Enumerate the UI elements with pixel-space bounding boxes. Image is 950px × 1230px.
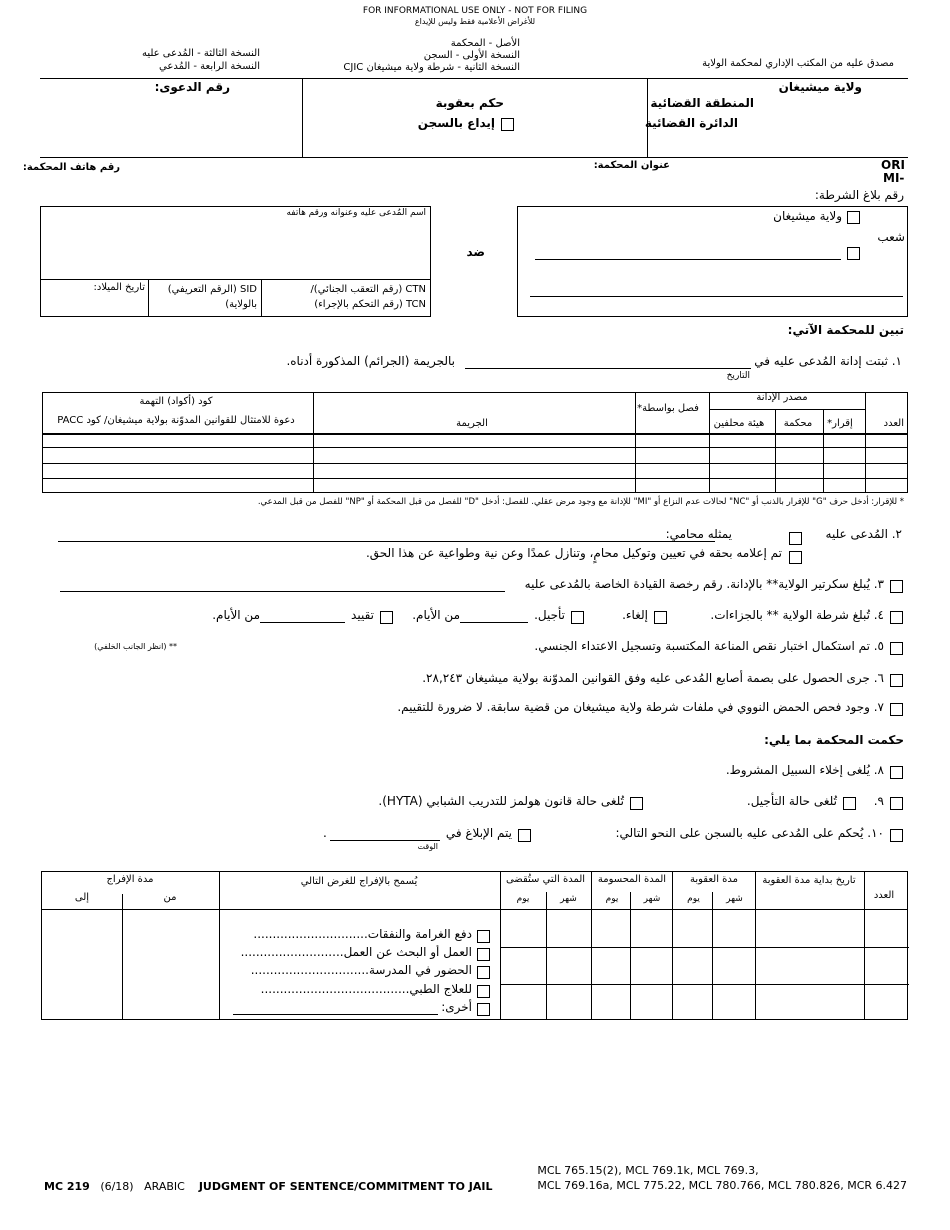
mcl-line-2: MCL 769.16a, MCL 775.22, MCL 780.766, MCL 780.826, MCR 6.427 [537, 1179, 907, 1192]
suspension-label: تأجيل. [534, 608, 565, 622]
form-revision: (6/18) [100, 1180, 134, 1193]
item5-checkbox[interactable] [890, 642, 903, 655]
restriction-days-label: من الأيام. [212, 608, 260, 622]
date-caption: التاريخ [726, 371, 750, 381]
restriction-label: تقييد [351, 608, 374, 622]
suspended-header: المدة التي ستُقضى [505, 874, 586, 885]
suspension-days-line[interactable] [460, 622, 528, 623]
form-number: MC 219 [44, 1180, 90, 1193]
start-date-header: تاريخ بداية مدة العقوبة [762, 875, 856, 886]
copy-first: النسخة الأولى - السجن [423, 50, 520, 61]
sid-label: SID (الرقم التعريفي) بالولاية) [167, 284, 257, 310]
term-header: مدة العقوبة [689, 874, 739, 885]
mcl-line-1: MCL 765.15(2), MCL 769.1k, MCL 769.3, [537, 1164, 759, 1177]
restriction-days-line[interactable] [260, 622, 345, 623]
item8-checkbox[interactable] [890, 766, 903, 779]
ori-label: ORI [881, 158, 905, 172]
suspended-month-header: شهر [560, 894, 577, 904]
plaintiff-line-2[interactable] [530, 296, 903, 297]
item7-text: ٧. وجود فحص الحمض النووي في ملفات شرطة ولاية ميشيغان من قضية سابقة. لا ضرورة للتقييم. [397, 700, 884, 714]
ctn-tcn-label [261, 282, 426, 312]
purpose-other-line[interactable] [233, 1014, 438, 1015]
court-phone-label: رقم هاتف المحكمة: [22, 162, 120, 173]
purpose-school-checkbox[interactable] [477, 966, 490, 979]
judicial-circuit-label: الدائرة القضائية [644, 116, 738, 130]
people-state-checkbox[interactable] [847, 211, 860, 224]
case-number-label: رقم الدعوى: [154, 80, 230, 94]
release-allowed-header: يُسمح بالإفراج للغرض التالي [300, 876, 418, 887]
drivers-license-line[interactable] [60, 591, 505, 592]
item4-text: ٤. تُبلغ شرطة الولاية ** بالجزاءات. [710, 608, 884, 622]
item10-text: ١٠. يُحكم على المُدعى عليه بالسجن على النحو التالي: [615, 826, 884, 840]
approval-note: مصدق عليه من المكتب الإداري لمحكمة الولاية [702, 58, 894, 69]
item1-text-end: بالجريمة (الجرائم) المذكورة أدناه. [286, 354, 455, 368]
delay-revoked-checkbox[interactable] [843, 797, 856, 810]
plea-header: إقرار* [827, 418, 853, 429]
purpose-other-checkbox[interactable] [477, 1003, 490, 1016]
form-title: حكم بعقوبة [435, 96, 504, 110]
form-footer [44, 1180, 492, 1193]
attorney-line[interactable] [58, 541, 715, 542]
copy-fourth: النسخة الرابعة - المُدعي [159, 61, 260, 72]
purpose-work-label: العمل أو البحث عن العمل........................... [240, 945, 472, 959]
purpose-other-label: أخرى: [441, 1000, 472, 1014]
report-label: يتم الإبلاغ في [445, 826, 512, 840]
suspension-checkbox[interactable] [571, 611, 584, 624]
purpose-fine-checkbox[interactable] [477, 930, 490, 943]
conviction-footnote: * للإقرار: أدخل حرف "G" للإقرار بالذنب أو "NC" لحالات عدم النزاع أو "MI" للإدانة مع وجود مرض عقلي. للفصل: أدخل "D" للفصل من قبل المحكمة أو "NP" للفصل من قبل المدعي. [257, 497, 904, 507]
pacc-header: دعوة للامتثال للقوانين المدوّنة بولاية ميشيغان/ كود PACC [57, 415, 295, 426]
form-language: ARABIC [144, 1180, 185, 1193]
police-report-label: رقم بلاغ الشرطة: [814, 188, 904, 202]
item9-number: ٩. [873, 794, 884, 808]
purpose-work-checkbox[interactable] [477, 948, 490, 961]
item1-text: ١. ثبتت إدانة المُدعى عليه في [754, 354, 902, 368]
mcl-references [537, 1164, 907, 1192]
item4-checkbox[interactable] [890, 611, 903, 624]
copy-original: الأصل - المحكمة [450, 38, 520, 49]
judicial-district-label: المنطقة القضائية [650, 96, 754, 110]
waived-attorney-text: تم إعلامه بحقه في تعيين وتوكيل محامٍ، وتنازل عمدًا وعن نية وطواعية عن هذا الحق. [365, 546, 782, 560]
hyta-revoked-label: تُلغى حالة قانون هولمز للتدريب الشبابي (HYTA). [378, 794, 624, 808]
credit-header: المدة المحسومة [597, 874, 667, 885]
represented-checkbox[interactable] [789, 532, 802, 545]
see-back-note: ** (انظر الجانب الخلفي) [94, 642, 177, 651]
item6-checkbox[interactable] [890, 674, 903, 687]
item3-text: ٣. يُبلغ سكرتير الولاية** بالإدانة. رقم رخصة القيادة الخاصة بالمُدعى عليه [524, 577, 884, 591]
release-period-header: مدة الإفراج [106, 874, 154, 885]
report-time-line[interactable] [330, 840, 440, 841]
state-of-michigan-option: ولاية ميشيغان [773, 209, 842, 223]
suspension-days-label: من الأيام. [412, 608, 460, 622]
item2-text: ٢. المُدعى عليه [825, 527, 902, 541]
conviction-source-header: مصدر الإدانة [756, 392, 808, 403]
purpose-fine-label: دفع الغرامة والنفقات.............................. [253, 927, 472, 941]
release-to-header: إلى [74, 892, 90, 903]
commitment-checkbox[interactable] [501, 118, 514, 131]
suspended-day-header: يوم [516, 894, 530, 904]
orders-heading: حكمت المحكمة بما يلي: [764, 733, 904, 747]
sentence-count-header: العدد [873, 890, 895, 901]
informational-notice-arabic: للأغراض الأعلامية فقط وليس للإيداع [414, 17, 536, 26]
report-checkbox[interactable] [518, 829, 531, 842]
term-month-header: شهر [726, 894, 743, 904]
term-day-header: يوم [687, 894, 700, 904]
tcn-label: TCN (رقم التحكم بالإجراء) [314, 299, 426, 310]
purpose-school-label: الحضور في المدرسة............................... [250, 963, 472, 977]
purpose-medical-checkbox[interactable] [477, 985, 490, 998]
court-address-label: عنوان المحكمة: [593, 160, 670, 171]
crime-header: الجريمة [456, 418, 488, 429]
release-from-header: من [163, 892, 177, 903]
attorney-label: يمثله محامي: [665, 527, 732, 541]
commitment-label: إيداع بالسجن [417, 116, 495, 130]
conviction-table [42, 392, 908, 493]
item10-checkbox[interactable] [890, 829, 903, 842]
count-header: العدد [883, 418, 904, 429]
charge-code-header: كود (أكواد) التهمة [139, 396, 213, 407]
ctn-label: CTN (رقم التعقب الجنائي)/ [310, 284, 426, 295]
item6-text: ٦. جرى الحصول على بصمة أصابع المُدعى عليه وفق القوانين المدوّنة بولاية ميشيغان ٢٨,٢٤٣. [422, 671, 884, 685]
revocation-label: إلغاء. [622, 608, 648, 622]
report-period: . [323, 826, 327, 840]
restriction-checkbox[interactable] [380, 611, 393, 624]
item8-text: ٨. يُلغى إخلاء السبيل المشروط. [725, 763, 884, 777]
dismissed-header: فصل بواسطة* [637, 403, 699, 414]
copy-second: النسخة الثانية - شرطة ولاية ميشيغان CJIC [343, 62, 520, 73]
form-title-english: JUDGMENT OF SENTENCE/COMMITMENT TO JAIL [198, 1180, 493, 1193]
findings-heading: تبين للمحكمة الآتي: [787, 323, 904, 337]
time-caption: الوقت [417, 842, 438, 851]
item3-checkbox[interactable] [890, 580, 903, 593]
dob-label: تاريخ الميلاد: [93, 282, 145, 293]
item7-checkbox[interactable] [890, 703, 903, 716]
defendant-name-label: اسم المُدعى عليه وعنوانه ورقم هاتفه [286, 208, 426, 218]
court-header: محكمة [783, 418, 813, 429]
credit-month-header: شهر [643, 894, 661, 904]
purpose-medical-label: للعلاج الطبي....................................... [260, 982, 472, 996]
other-plaintiff-checkbox[interactable] [847, 247, 860, 260]
waived-attorney-checkbox[interactable] [789, 551, 802, 564]
informational-notice: FOR INFORMATIONAL USE ONLY - NOT FOR FILING [362, 6, 588, 16]
versus-label: ضد [466, 245, 485, 259]
people-label: شعب [877, 230, 905, 244]
item5-text: ٥. تم استكمال اختبار نقص المناعة المكتسبة وتسجيل الاعتداء الجنسي. [534, 639, 884, 653]
revocation-checkbox[interactable] [654, 611, 667, 624]
conviction-date-line[interactable] [465, 368, 751, 369]
jury-header: هيئة محلفين [713, 418, 765, 429]
delay-revoked-label: تُلغى حالة التأجيل. [746, 794, 837, 808]
ori-mi-label: MI- [883, 171, 905, 185]
credit-day-header: يوم [605, 894, 619, 904]
copy-third: النسخة الثالثة - المُدعى عليه [141, 48, 260, 59]
other-plaintiff-line[interactable] [535, 259, 841, 260]
item9-checkbox[interactable] [890, 797, 903, 810]
hyta-revoked-checkbox[interactable] [630, 797, 643, 810]
state-label: ولاية ميشيغان [778, 80, 862, 94]
